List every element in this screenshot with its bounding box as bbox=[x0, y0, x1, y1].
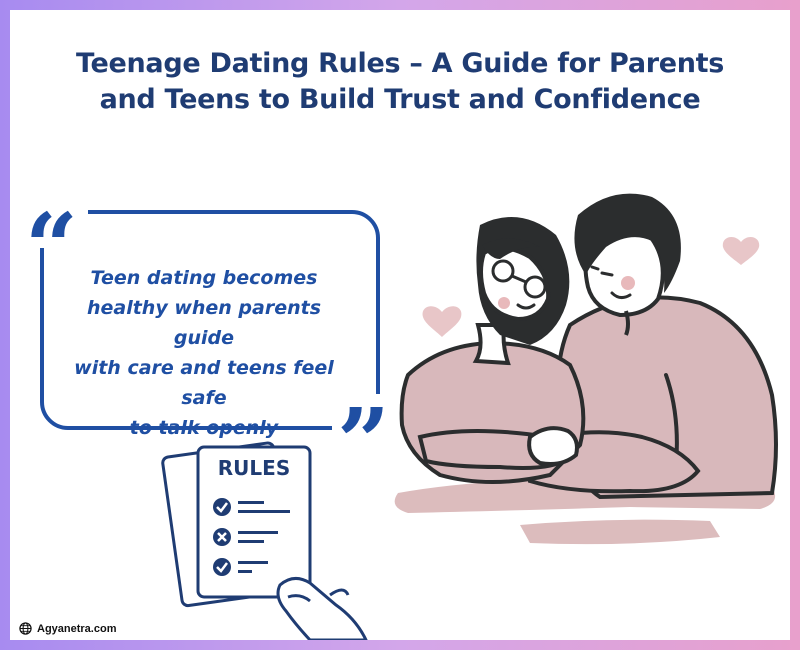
title-line-2: and Teens to Build Trust and Confidence bbox=[99, 84, 701, 115]
couple-illustration bbox=[380, 175, 790, 565]
quote-text bbox=[54, 263, 354, 443]
quote-line-2: healthy when parents guide bbox=[86, 297, 322, 349]
site-name: Agyanetra.com bbox=[37, 622, 117, 635]
hands bbox=[529, 428, 577, 464]
heart-icon bbox=[423, 306, 462, 337]
close-quote-icon: ” bbox=[337, 388, 390, 496]
ground-shadow-2 bbox=[520, 520, 720, 544]
heart-icon bbox=[723, 237, 759, 265]
open-quote-icon: “ bbox=[25, 193, 78, 301]
infographic-card bbox=[10, 10, 790, 640]
page-title bbox=[10, 46, 790, 118]
title-line-1: Teenage Dating Rules – A Guide for Parents bbox=[75, 48, 725, 79]
quote-line-4: to talk openly bbox=[129, 417, 279, 439]
rules-label: RULES bbox=[217, 456, 291, 480]
quote-line-3: with care and teens feel safe bbox=[74, 357, 334, 409]
globe-icon bbox=[19, 622, 32, 635]
hand-icon bbox=[278, 578, 366, 640]
quote-line-1: Teen dating becomes bbox=[90, 267, 318, 289]
footer-credit bbox=[19, 622, 116, 635]
